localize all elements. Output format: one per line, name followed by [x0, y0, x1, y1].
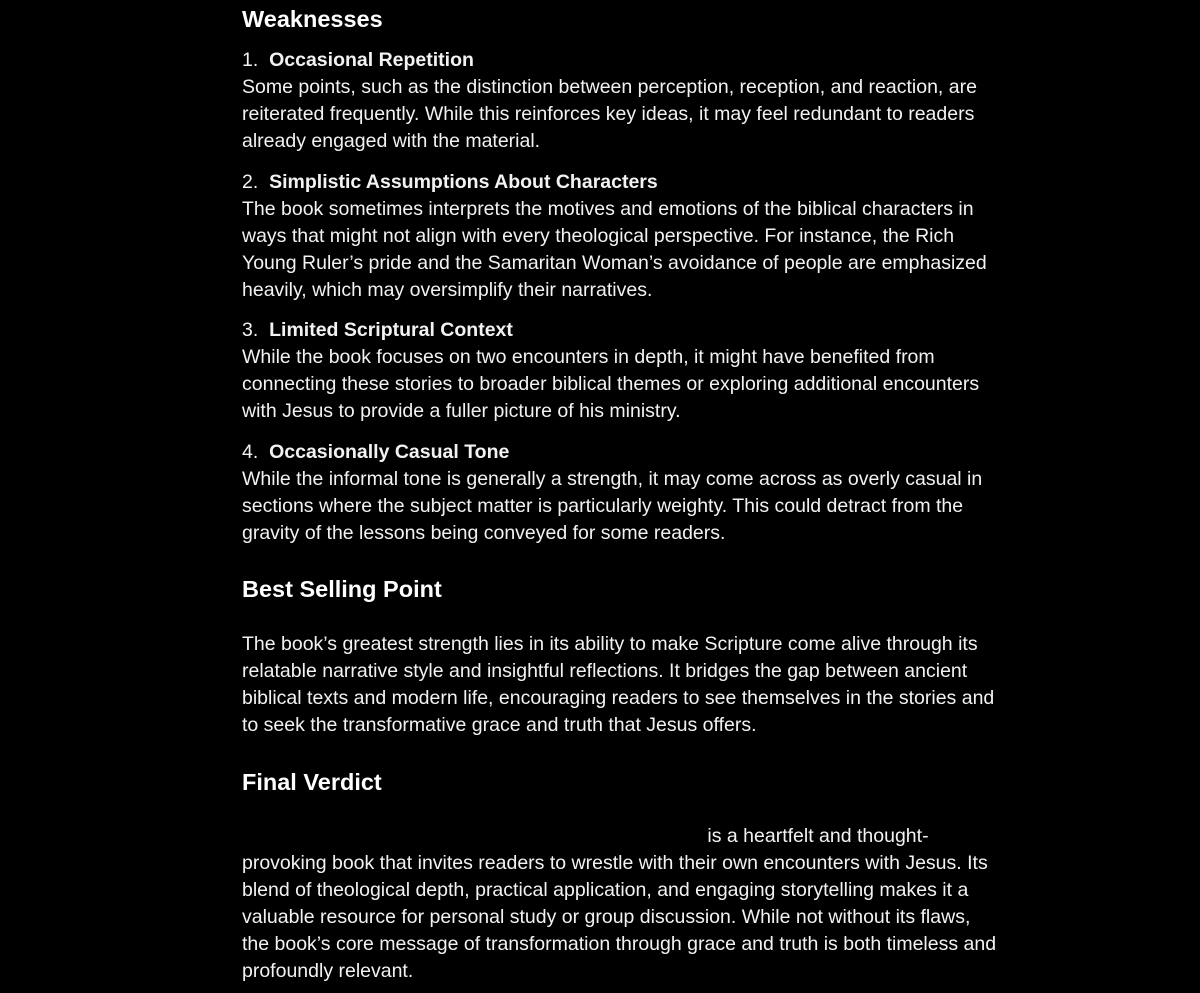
weakness-body: Some points, such as the distinction between perception, reception, and reaction, are reiterated frequently. While this reinforces key ideas, it may feel redundant to readers already engaged with the material. [242, 76, 977, 152]
weakness-title [242, 317, 1002, 344]
weakness-number: 1. [242, 49, 259, 71]
weakness-title-text: Limited Scriptural Context [269, 319, 513, 341]
weakness-body: The book sometimes interprets the motives and emotions of the biblical characters in ways that might not align with every theological perspective. For instance, the Rich Young Ruler’s pride and the Samaritan Woman’s avoidance of people are emphasized heavily, which may oversimplify their narratives. [242, 198, 987, 301]
best-selling-point-heading: Best Selling Point [242, 576, 442, 602]
weaknesses-heading: Weaknesses [242, 6, 383, 32]
weakness-number: 4. [242, 441, 259, 463]
weakness-title-text: Occasionally Casual Tone [269, 441, 510, 463]
weakness-title-text: Simplistic Assumptions About Characters [269, 171, 658, 193]
weakness-item [242, 169, 1002, 304]
weakness-number: 3. [242, 319, 259, 341]
weakness-title-text: Occasional Repetition [269, 49, 474, 71]
weakness-title [242, 47, 1002, 74]
best-selling-point-paragraph: The book’s greatest strength lies in its ability to make Scripture come alive through its relatable narrative style and insightful reflections. It bridges the gap between ancient biblical texts and modern life, encouraging readers to see themselves in the stories and to seek the transformative grace and truth that Jesus offers. [242, 633, 995, 736]
weakness-title [242, 169, 1002, 196]
weakness-body: While the informal tone is generally a strength, it may come across as overly casual in sections where the subject matter is particularly weighty. This could detract from the gravity of the lessons being conveyed for some readers. [242, 468, 983, 544]
weakness-title [242, 439, 1002, 466]
weakness-item [242, 439, 1002, 547]
weakness-item [242, 317, 1002, 425]
redacted-title [242, 825, 702, 845]
weakness-number: 2. [242, 171, 259, 193]
final-verdict-heading: Final Verdict [242, 769, 382, 795]
final-verdict-paragraph [242, 823, 1002, 985]
weakness-body: While the book focuses on two encounters in depth, it might have benefited from connecting these stories to broader biblical themes or exploring additional encounters with Jesus to provide a fuller picture of his ministry. [242, 346, 980, 422]
final-verdict-text: is a heartfelt and thought-provoking book that invites readers to wrestle with their own encounters with Jesus. Its blend of theological depth, practical application, and engaging storytelling makes it a valuable resource for personal study or group discussion. While not without its flaws, the book’s core message of transformation through grace and truth is both timeless and profoundly relevant. [242, 825, 997, 982]
weakness-item [242, 47, 1002, 155]
